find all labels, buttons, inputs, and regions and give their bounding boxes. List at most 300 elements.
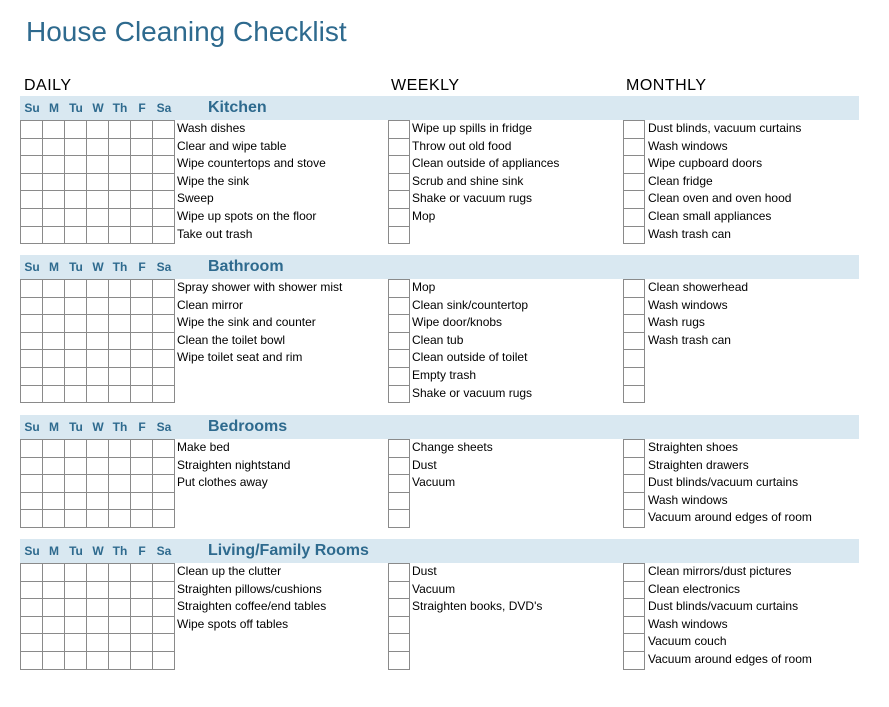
monthly-checkbox[interactable] xyxy=(623,138,645,157)
weekly-checkbox[interactable] xyxy=(388,279,410,298)
daily-checkbox[interactable] xyxy=(108,457,131,476)
daily-checkbox[interactable] xyxy=(130,208,153,227)
weekly-task: Shake or vacuum rugs xyxy=(412,385,533,400)
weekly-checkbox[interactable] xyxy=(388,385,410,404)
section-title: Living/Family Rooms xyxy=(208,542,369,559)
daily-checkbox[interactable] xyxy=(108,155,131,174)
daily-checkbox[interactable] xyxy=(20,616,43,635)
day-header: Sa xyxy=(156,101,172,115)
weekly-checkbox[interactable] xyxy=(388,208,410,227)
weekly-checkbox[interactable] xyxy=(388,509,410,528)
daily-checkbox[interactable] xyxy=(42,509,65,528)
daily-checkbox[interactable] xyxy=(152,474,175,493)
daily-task: Clear and wipe table xyxy=(177,138,287,153)
daily-checkbox[interactable] xyxy=(86,279,109,298)
daily-checkbox[interactable] xyxy=(42,226,65,245)
weekly-task: Throw out old food xyxy=(412,138,512,153)
daily-checkbox[interactable] xyxy=(64,474,87,493)
monthly-checkbox[interactable] xyxy=(623,492,645,511)
daily-checkbox[interactable] xyxy=(64,633,87,652)
monthly-checkbox[interactable] xyxy=(623,651,645,670)
weekly-checkbox[interactable] xyxy=(388,155,410,174)
daily-checkbox[interactable] xyxy=(42,138,65,157)
daily-checkbox[interactable] xyxy=(20,581,43,600)
monthly-checkbox[interactable] xyxy=(623,349,645,368)
daily-checkbox[interactable] xyxy=(108,509,131,528)
daily-checkbox[interactable] xyxy=(42,439,65,458)
daily-checkbox[interactable] xyxy=(42,208,65,227)
weekly-task: Wipe up spills in fridge xyxy=(412,121,533,135)
monthly-checkbox[interactable] xyxy=(623,474,645,493)
day-header: Tu xyxy=(69,544,83,558)
weekly-checkbox[interactable] xyxy=(388,633,410,652)
monthly-task: Wash windows xyxy=(648,492,728,507)
daily-checkbox[interactable] xyxy=(108,651,131,670)
weekly-task: Clean outside of toilet xyxy=(412,350,528,365)
daily-checkbox[interactable] xyxy=(108,563,131,582)
monthly-checkbox[interactable] xyxy=(623,439,645,458)
weekly-task: Shake or vacuum rugs xyxy=(412,191,533,206)
weekly-task: Straighten books, DVD's xyxy=(412,599,543,614)
day-header: Th xyxy=(112,101,128,115)
day-header: W xyxy=(92,260,104,274)
daily-checkbox[interactable] xyxy=(42,651,65,670)
monthly-checkbox[interactable] xyxy=(623,509,645,528)
weekly-checkbox[interactable] xyxy=(388,332,410,351)
monthly-task: Wipe cupboard doors xyxy=(648,156,763,171)
daily-task: Spray shower with shower mist xyxy=(177,280,343,294)
daily-checkbox[interactable] xyxy=(86,492,109,511)
day-header: Tu xyxy=(69,260,83,274)
daily-checkbox[interactable] xyxy=(42,581,65,600)
weekly-checkbox[interactable] xyxy=(388,367,410,386)
daily-checkbox[interactable] xyxy=(20,226,43,245)
daily-checkbox[interactable] xyxy=(86,598,109,617)
daily-checkbox[interactable] xyxy=(42,279,65,298)
daily-checkbox[interactable] xyxy=(130,598,153,617)
daily-checkbox[interactable] xyxy=(108,474,131,493)
daily-checkbox[interactable] xyxy=(108,332,131,351)
daily-checkbox[interactable] xyxy=(152,457,175,476)
daily-checkbox[interactable] xyxy=(20,297,43,316)
daily-checkbox[interactable] xyxy=(108,279,131,298)
daily-checkbox[interactable] xyxy=(64,385,87,404)
weekly-task: Empty trash xyxy=(412,368,477,382)
daily-checkbox[interactable] xyxy=(86,581,109,600)
daily-checkbox[interactable] xyxy=(130,279,153,298)
daily-checkbox[interactable] xyxy=(130,138,153,157)
daily-checkbox[interactable] xyxy=(86,385,109,404)
daily-checkbox[interactable] xyxy=(64,314,87,333)
monthly-task: Wash trash can xyxy=(648,226,731,241)
monthly-checkbox[interactable] xyxy=(623,367,645,386)
day-header: M xyxy=(49,420,59,434)
daily-checkbox[interactable] xyxy=(152,563,175,582)
day-header: Su xyxy=(24,420,40,434)
daily-checkbox[interactable] xyxy=(86,332,109,351)
daily-checkbox[interactable] xyxy=(20,367,43,386)
daily-checkbox[interactable] xyxy=(20,155,43,174)
daily-checkbox[interactable] xyxy=(86,633,109,652)
weekly-checkbox[interactable] xyxy=(388,492,410,511)
monthly-task: Straighten drawers xyxy=(648,457,749,472)
daily-checkbox[interactable] xyxy=(86,563,109,582)
weekly-checkbox[interactable] xyxy=(388,190,410,209)
weekly-checkbox[interactable] xyxy=(388,598,410,617)
daily-checkbox[interactable] xyxy=(152,332,175,351)
daily-checkbox[interactable] xyxy=(108,120,131,139)
daily-checkbox[interactable] xyxy=(64,581,87,600)
daily-checkbox[interactable] xyxy=(130,314,153,333)
daily-checkbox[interactable] xyxy=(130,385,153,404)
daily-checkbox[interactable] xyxy=(86,190,109,209)
daily-checkbox[interactable] xyxy=(86,509,109,528)
daily-checkbox[interactable] xyxy=(130,297,153,316)
monthly-task: Straighten shoes xyxy=(648,440,739,454)
daily-checkbox[interactable] xyxy=(42,474,65,493)
daily-checkbox[interactable] xyxy=(152,598,175,617)
daily-checkbox[interactable] xyxy=(20,633,43,652)
daily-checkbox[interactable] xyxy=(152,651,175,670)
weekly-task: Clean sink/countertop xyxy=(412,297,529,312)
daily-checkbox[interactable] xyxy=(42,155,65,174)
weekly-task: Change sheets xyxy=(412,440,493,454)
daily-checkbox[interactable] xyxy=(108,616,131,635)
monthly-checkbox[interactable] xyxy=(623,314,645,333)
daily-checkbox[interactable] xyxy=(20,138,43,157)
daily-checkbox[interactable] xyxy=(152,173,175,192)
daily-checkbox[interactable] xyxy=(108,349,131,368)
daily-checkbox[interactable] xyxy=(20,439,43,458)
weekly-checkbox[interactable] xyxy=(388,474,410,493)
monthly-checkbox[interactable] xyxy=(623,155,645,174)
daily-checkbox[interactable] xyxy=(86,474,109,493)
daily-checkbox[interactable] xyxy=(64,349,87,368)
monthly-checkbox[interactable] xyxy=(623,190,645,209)
daily-checkbox[interactable] xyxy=(86,120,109,139)
daily-checkbox[interactable] xyxy=(152,120,175,139)
daily-checkbox[interactable] xyxy=(108,314,131,333)
daily-checkbox[interactable] xyxy=(42,173,65,192)
daily-task: Wipe the sink xyxy=(177,173,250,188)
daily-checkbox[interactable] xyxy=(108,581,131,600)
weekly-task: Dust xyxy=(412,457,437,472)
daily-checkbox[interactable] xyxy=(20,190,43,209)
daily-checkbox[interactable] xyxy=(64,279,87,298)
daily-column-header: DAILY xyxy=(24,77,72,94)
monthly-checkbox[interactable] xyxy=(623,173,645,192)
daily-checkbox[interactable] xyxy=(42,457,65,476)
daily-checkbox[interactable] xyxy=(20,598,43,617)
monthly-task: Vacuum couch xyxy=(648,634,727,649)
monthly-checkbox[interactable] xyxy=(623,385,645,404)
day-header: F xyxy=(138,260,146,274)
day-header: Sa xyxy=(156,544,172,558)
monthly-task: Wash windows xyxy=(648,297,728,312)
daily-checkbox[interactable] xyxy=(86,314,109,333)
monthly-task: Dust blinds/vacuum curtains xyxy=(648,599,799,614)
daily-task: Wipe spots off tables xyxy=(177,616,289,631)
weekly-checkbox[interactable] xyxy=(388,616,410,635)
daily-checkbox[interactable] xyxy=(152,297,175,316)
day-header: Su xyxy=(24,101,40,115)
daily-checkbox[interactable] xyxy=(42,332,65,351)
day-header: F xyxy=(138,420,146,434)
daily-task: Straighten pillows/cushions xyxy=(177,581,322,596)
daily-checkbox[interactable] xyxy=(86,208,109,227)
monthly-task: Dust blinds, vacuum curtains xyxy=(648,121,802,135)
daily-checkbox[interactable] xyxy=(20,457,43,476)
daily-checkbox[interactable] xyxy=(64,226,87,245)
day-header: M xyxy=(49,544,59,558)
daily-checkbox[interactable] xyxy=(20,173,43,192)
weekly-column-header: WEEKLY xyxy=(391,77,460,94)
daily-checkbox[interactable] xyxy=(20,563,43,582)
daily-checkbox[interactable] xyxy=(86,457,109,476)
daily-checkbox[interactable] xyxy=(86,349,109,368)
section-title: Bedrooms xyxy=(208,418,288,435)
daily-checkbox[interactable] xyxy=(64,616,87,635)
daily-checkbox[interactable] xyxy=(130,474,153,493)
day-header: Tu xyxy=(69,420,83,434)
daily-task: Make bed xyxy=(177,440,230,454)
monthly-task: Dust blinds/vacuum curtains xyxy=(648,475,799,490)
weekly-checkbox[interactable] xyxy=(388,457,410,476)
daily-checkbox[interactable] xyxy=(130,120,153,139)
page-title: House Cleaning Checklist xyxy=(26,16,347,47)
daily-checkbox[interactable] xyxy=(20,208,43,227)
daily-checkbox[interactable] xyxy=(42,598,65,617)
daily-task: Wipe toilet seat and rim xyxy=(177,350,303,365)
daily-checkbox[interactable] xyxy=(64,155,87,174)
weekly-checkbox[interactable] xyxy=(388,349,410,368)
weekly-task: Vacuum xyxy=(412,581,456,596)
weekly-checkbox[interactable] xyxy=(388,439,410,458)
daily-checkbox[interactable] xyxy=(64,509,87,528)
monthly-checkbox[interactable] xyxy=(623,279,645,298)
daily-checkbox[interactable] xyxy=(20,332,43,351)
daily-checkbox[interactable] xyxy=(64,190,87,209)
daily-checkbox[interactable] xyxy=(86,439,109,458)
day-header: Su xyxy=(24,544,40,558)
daily-checkbox[interactable] xyxy=(130,633,153,652)
monthly-checkbox[interactable] xyxy=(623,563,645,582)
daily-checkbox[interactable] xyxy=(130,367,153,386)
weekly-task: Vacuum xyxy=(412,475,456,490)
daily-checkbox[interactable] xyxy=(42,349,65,368)
daily-checkbox[interactable] xyxy=(152,349,175,368)
daily-checkbox[interactable] xyxy=(130,581,153,600)
daily-checkbox[interactable] xyxy=(64,439,87,458)
daily-checkbox[interactable] xyxy=(86,226,109,245)
daily-checkbox[interactable] xyxy=(20,279,43,298)
weekly-checkbox[interactable] xyxy=(388,314,410,333)
daily-checkbox[interactable] xyxy=(108,208,131,227)
weekly-task: Wipe door/knobs xyxy=(412,315,503,330)
daily-task: Clean up the clutter xyxy=(177,564,282,578)
daily-checkbox[interactable] xyxy=(130,651,153,670)
weekly-checkbox[interactable] xyxy=(388,651,410,670)
daily-checkbox[interactable] xyxy=(152,138,175,157)
daily-checkbox[interactable] xyxy=(20,349,43,368)
daily-checkbox[interactable] xyxy=(42,367,65,386)
daily-checkbox[interactable] xyxy=(152,314,175,333)
weekly-checkbox[interactable] xyxy=(388,138,410,157)
daily-checkbox[interactable] xyxy=(130,226,153,245)
daily-checkbox[interactable] xyxy=(152,633,175,652)
daily-checkbox[interactable] xyxy=(108,367,131,386)
daily-checkbox[interactable] xyxy=(86,616,109,635)
daily-checkbox[interactable] xyxy=(152,385,175,404)
monthly-task: Wash windows xyxy=(648,138,728,153)
daily-checkbox[interactable] xyxy=(130,439,153,458)
daily-checkbox[interactable] xyxy=(152,367,175,386)
daily-checkbox[interactable] xyxy=(20,509,43,528)
daily-checkbox[interactable] xyxy=(108,598,131,617)
daily-checkbox[interactable] xyxy=(152,509,175,528)
daily-checkbox[interactable] xyxy=(152,279,175,298)
daily-checkbox[interactable] xyxy=(108,492,131,511)
daily-checkbox[interactable] xyxy=(64,297,87,316)
monthly-task: Vacuum around edges of room xyxy=(648,652,812,666)
monthly-checkbox[interactable] xyxy=(623,332,645,351)
daily-checkbox[interactable] xyxy=(42,120,65,139)
daily-checkbox[interactable] xyxy=(152,492,175,511)
daily-checkbox[interactable] xyxy=(108,138,131,157)
daily-checkbox[interactable] xyxy=(42,563,65,582)
daily-checkbox[interactable] xyxy=(152,226,175,245)
daily-checkbox[interactable] xyxy=(42,297,65,316)
monthly-checkbox[interactable] xyxy=(623,581,645,600)
weekly-checkbox[interactable] xyxy=(388,120,410,139)
daily-checkbox[interactable] xyxy=(64,138,87,157)
daily-checkbox[interactable] xyxy=(152,581,175,600)
weekly-task: Dust xyxy=(412,564,437,578)
daily-checkbox[interactable] xyxy=(42,616,65,635)
daily-checkbox[interactable] xyxy=(130,457,153,476)
daily-checkbox[interactable] xyxy=(64,332,87,351)
daily-task: Wash dishes xyxy=(177,121,246,135)
daily-checkbox[interactable] xyxy=(64,208,87,227)
daily-checkbox[interactable] xyxy=(64,598,87,617)
daily-checkbox[interactable] xyxy=(20,651,43,670)
monthly-checkbox[interactable] xyxy=(623,598,645,617)
monthly-checkbox[interactable] xyxy=(623,633,645,652)
daily-checkbox[interactable] xyxy=(130,492,153,511)
daily-checkbox[interactable] xyxy=(86,297,109,316)
weekly-task: Clean outside of appliances xyxy=(412,156,560,171)
day-header: Tu xyxy=(69,101,83,115)
monthly-checkbox[interactable] xyxy=(623,226,645,245)
day-header: F xyxy=(138,544,146,558)
daily-checkbox[interactable] xyxy=(130,563,153,582)
daily-checkbox[interactable] xyxy=(86,651,109,670)
daily-checkbox[interactable] xyxy=(152,190,175,209)
daily-checkbox[interactable] xyxy=(130,509,153,528)
weekly-checkbox[interactable] xyxy=(388,297,410,316)
daily-checkbox[interactable] xyxy=(42,314,65,333)
daily-checkbox[interactable] xyxy=(86,173,109,192)
daily-checkbox[interactable] xyxy=(20,314,43,333)
weekly-task: Scrub and shine sink xyxy=(412,173,524,188)
daily-checkbox[interactable] xyxy=(130,349,153,368)
daily-checkbox[interactable] xyxy=(152,155,175,174)
day-header: W xyxy=(92,101,104,115)
daily-checkbox[interactable] xyxy=(108,226,131,245)
daily-checkbox[interactable] xyxy=(130,155,153,174)
daily-task: Straighten coffee/end tables xyxy=(177,599,327,614)
daily-checkbox[interactable] xyxy=(42,190,65,209)
section-title: Bathroom xyxy=(208,258,284,275)
daily-checkbox[interactable] xyxy=(64,563,87,582)
daily-checkbox[interactable] xyxy=(42,492,65,511)
daily-checkbox[interactable] xyxy=(130,190,153,209)
daily-checkbox[interactable] xyxy=(152,439,175,458)
weekly-task: Clean tub xyxy=(412,332,464,347)
daily-checkbox[interactable] xyxy=(64,367,87,386)
daily-checkbox[interactable] xyxy=(108,439,131,458)
daily-task: Put clothes away xyxy=(177,475,268,490)
section-title: Kitchen xyxy=(208,99,267,116)
daily-checkbox[interactable] xyxy=(42,385,65,404)
weekly-checkbox[interactable] xyxy=(388,226,410,245)
day-header: W xyxy=(92,420,104,434)
daily-checkbox[interactable] xyxy=(108,190,131,209)
weekly-checkbox[interactable] xyxy=(388,173,410,192)
daily-checkbox[interactable] xyxy=(20,474,43,493)
weekly-checkbox[interactable] xyxy=(388,581,410,600)
daily-task: Take out trash xyxy=(177,226,253,241)
daily-task: Wipe countertops and stove xyxy=(177,156,326,171)
daily-checkbox[interactable] xyxy=(20,385,43,404)
daily-checkbox[interactable] xyxy=(64,120,87,139)
monthly-checkbox[interactable] xyxy=(623,208,645,227)
daily-checkbox[interactable] xyxy=(20,492,43,511)
daily-checkbox[interactable] xyxy=(64,173,87,192)
daily-checkbox[interactable] xyxy=(152,208,175,227)
daily-task: Clean the toilet bowl xyxy=(177,332,286,347)
monthly-checkbox[interactable] xyxy=(623,297,645,316)
daily-checkbox[interactable] xyxy=(64,492,87,511)
daily-checkbox[interactable] xyxy=(130,616,153,635)
monthly-task: Vacuum around edges of room xyxy=(648,510,812,525)
daily-checkbox[interactable] xyxy=(130,173,153,192)
monthly-task: Wash trash can xyxy=(648,332,731,347)
monthly-checkbox[interactable] xyxy=(623,457,645,476)
day-header: Sa xyxy=(156,260,172,274)
daily-checkbox[interactable] xyxy=(108,385,131,404)
daily-task: Wipe the sink and counter xyxy=(177,315,316,330)
daily-checkbox[interactable] xyxy=(20,120,43,139)
daily-checkbox[interactable] xyxy=(108,173,131,192)
daily-checkbox[interactable] xyxy=(42,633,65,652)
daily-checkbox[interactable] xyxy=(86,367,109,386)
monthly-checkbox[interactable] xyxy=(623,616,645,635)
daily-checkbox[interactable] xyxy=(86,138,109,157)
monthly-checkbox[interactable] xyxy=(623,120,645,139)
daily-checkbox[interactable] xyxy=(64,457,87,476)
daily-checkbox[interactable] xyxy=(108,633,131,652)
daily-checkbox[interactable] xyxy=(64,651,87,670)
daily-checkbox[interactable] xyxy=(108,297,131,316)
monthly-column-header: MONTHLY xyxy=(626,77,707,94)
daily-checkbox[interactable] xyxy=(86,155,109,174)
weekly-checkbox[interactable] xyxy=(388,563,410,582)
day-header: Su xyxy=(24,260,40,274)
monthly-task: Clean small appliances xyxy=(648,209,772,223)
daily-checkbox[interactable] xyxy=(130,332,153,351)
daily-checkbox[interactable] xyxy=(152,616,175,635)
